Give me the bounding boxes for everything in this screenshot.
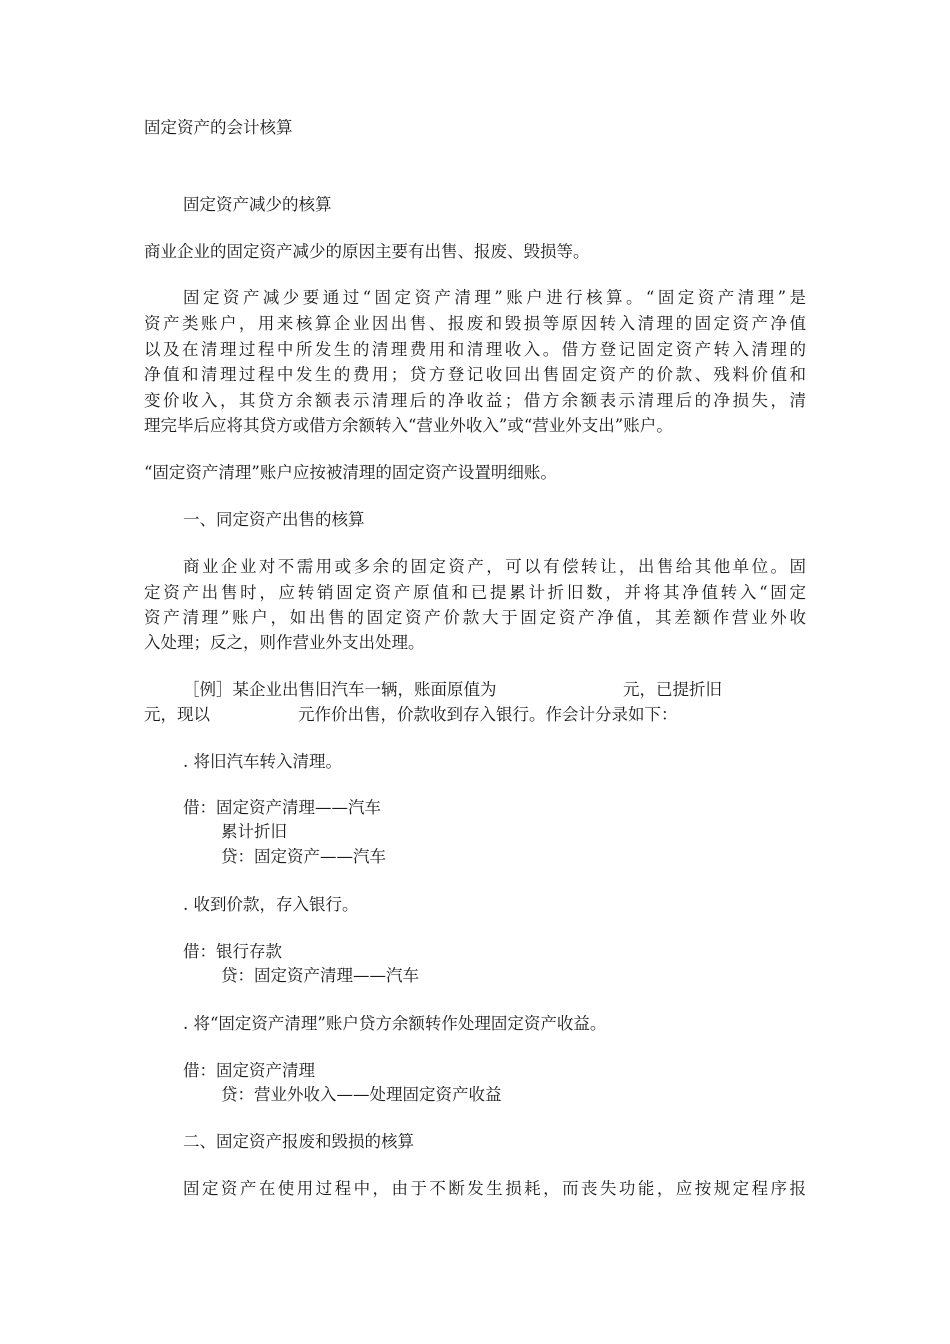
paragraph-line: 入处理；反之，则作营业外支出处理。: [144, 633, 425, 652]
example-text: 元，已提折旧: [623, 680, 722, 699]
paragraph-line: 资产类账户，用来核算企业因出售、报废和毁损等原因转入清理的固定资产净值: [144, 314, 806, 333]
journal-debit: 借：固定资产清理: [183, 1061, 315, 1080]
section-2-heading: 二、固定资产报废和毁损的核算: [183, 1132, 414, 1151]
paragraph-line: 净值和清理过程中发生的费用；贷方登记收回出售固定资产的价款、残料价值和: [144, 365, 806, 384]
paragraph-line: 商业企业对不需用或多余的固定资产，可以有偿转让，出售给其他单位。固: [183, 557, 806, 576]
journal-credit: 贷：固定资产——汽车: [221, 847, 386, 866]
paragraph-line: 理完毕后应将其贷方或借方余额转入“营业外收入”或“营业外支出”账户。: [144, 416, 673, 435]
paragraph-line: 以及在清理过程中所发生的清理费用和清理收入。借方登记固定资产转入清理的: [144, 340, 806, 359]
step-2-label: . 收到价款，存入银行。: [183, 895, 359, 914]
section-heading: 固定资产减少的核算: [183, 195, 332, 214]
paragraph-line: 资产清理”账户，如出售的固定资产价款大于固定资产净值，其差额作营业外收: [144, 608, 806, 627]
journal-credit: 贷：营业外收入——处理固定资产收益: [221, 1085, 502, 1104]
journal-debit: 借：固定资产清理——汽车: [183, 798, 381, 817]
journal-debit: 借：银行存款: [183, 942, 282, 961]
paragraph-line: 定资产出售时，应转销固定资产原值和已提累计折旧数，并将其净值转入“固定: [144, 583, 806, 602]
detail-note: “固定资产清理”账户应按被清理的固定资产设置明细账。: [144, 463, 557, 482]
step-1-label: . 将旧汽车转入清理。: [183, 752, 342, 771]
paragraph-line: 固定资产减少要通过“固定资产清理”账户进行核算。“固定资产清理”是: [183, 288, 806, 307]
example-text: ［例］某企业出售旧汽车一辆，账面原值为: [183, 680, 497, 699]
example-text: 元作价出售，价款收到存入银行。作会计分录如下：: [298, 705, 678, 724]
journal-credit: 贷：固定资产清理——汽车: [221, 966, 419, 985]
section-2-paragraph-line: 固定资产在使用过程中，由于不断发生损耗，而丧失功能，应按规定程序报: [183, 1179, 806, 1198]
example-text: 元，现以: [144, 705, 210, 724]
journal-debit: 累计折旧: [221, 822, 287, 841]
document-title: 固定资产的会计核算: [144, 118, 293, 137]
paragraph-line: 变价收入，其贷方余额表示清理后的净收益；借方余额表示清理后的净损失，清: [144, 391, 806, 410]
intro-paragraph: 商业企业的固定资产减少的原因主要有出售、报废、毁损等。: [144, 242, 590, 261]
section-1-heading: 一、同定资产出售的核算: [183, 510, 365, 529]
step-3-label: . 将“固定资产清理”账户贷方余额转作处理固定资产收益。: [183, 1014, 607, 1033]
